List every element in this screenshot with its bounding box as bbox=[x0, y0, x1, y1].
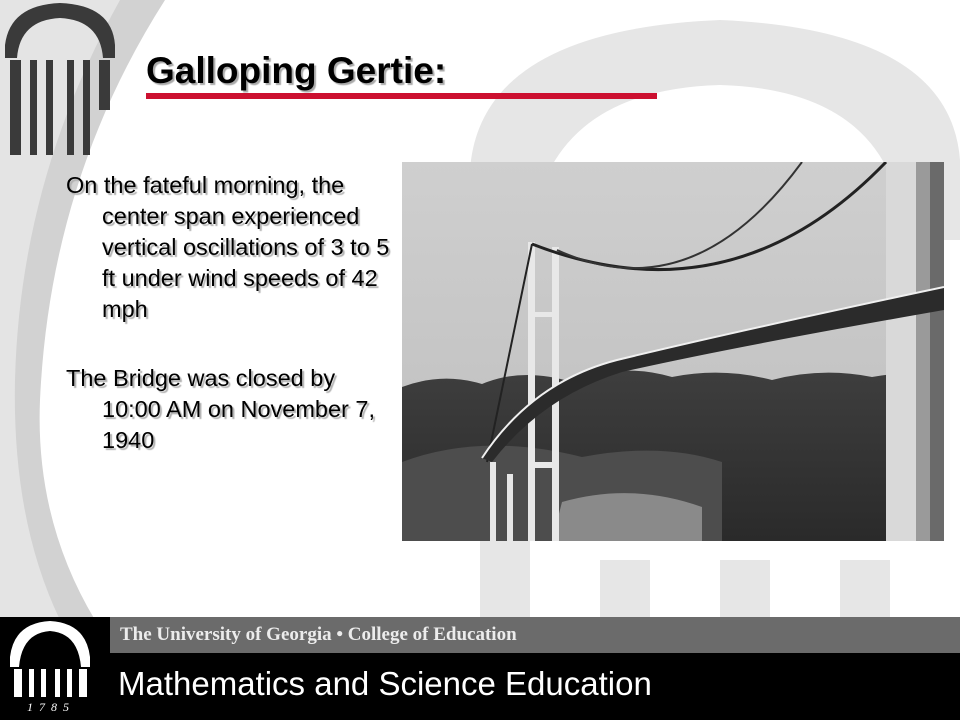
footer-banner bbox=[0, 617, 960, 720]
title-underline bbox=[146, 93, 657, 99]
department-name: Mathematics and Science Education bbox=[118, 665, 652, 702]
founding-year: 1785 bbox=[27, 700, 75, 714]
slide-title: Galloping Gertie: bbox=[146, 50, 447, 91]
bridge-photo bbox=[402, 162, 944, 541]
bullet-item: The Bridge was closed by 10:00 AM on November 7, 1940 bbox=[66, 365, 376, 453]
bullet-list bbox=[66, 170, 396, 494]
bullet-item: On the fateful morning, the center span experienced vertical oscillations of 3 to 5 ft under wind speeds of 42 mph bbox=[66, 172, 390, 322]
institution-name: The University of Georgia • College of Education bbox=[120, 624, 517, 645]
